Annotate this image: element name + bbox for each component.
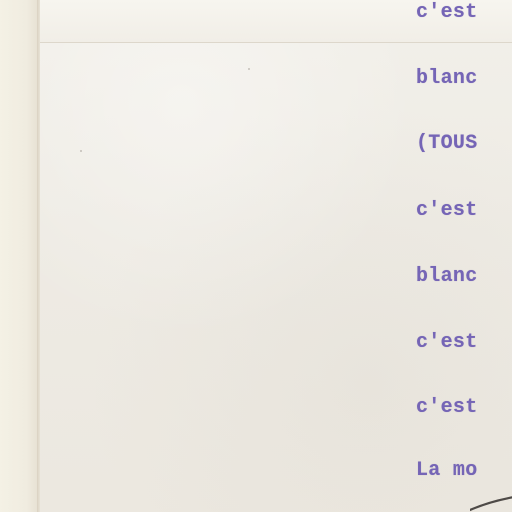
typed-line-5: blanc <box>416 265 478 288</box>
handwritten-stroke <box>470 470 512 512</box>
typed-line-4: c'est <box>416 199 478 222</box>
typed-line-7: c'est <box>416 396 478 419</box>
underlying-sheet <box>0 0 38 512</box>
typed-line-1: c'est <box>416 1 478 24</box>
paper-speck <box>80 150 82 152</box>
reverse-side-bleed <box>295 210 305 228</box>
paper-speck <box>248 68 250 70</box>
typed-line-8: La mo <box>416 459 478 482</box>
reverse-side-bleed <box>292 344 302 362</box>
typed-line-2: blanc <box>416 67 478 90</box>
reverse-side-bleed <box>290 14 300 32</box>
typed-page <box>40 0 512 512</box>
typed-line-6: c'est <box>416 331 478 354</box>
typed-line-3: (TOUS <box>416 132 478 155</box>
